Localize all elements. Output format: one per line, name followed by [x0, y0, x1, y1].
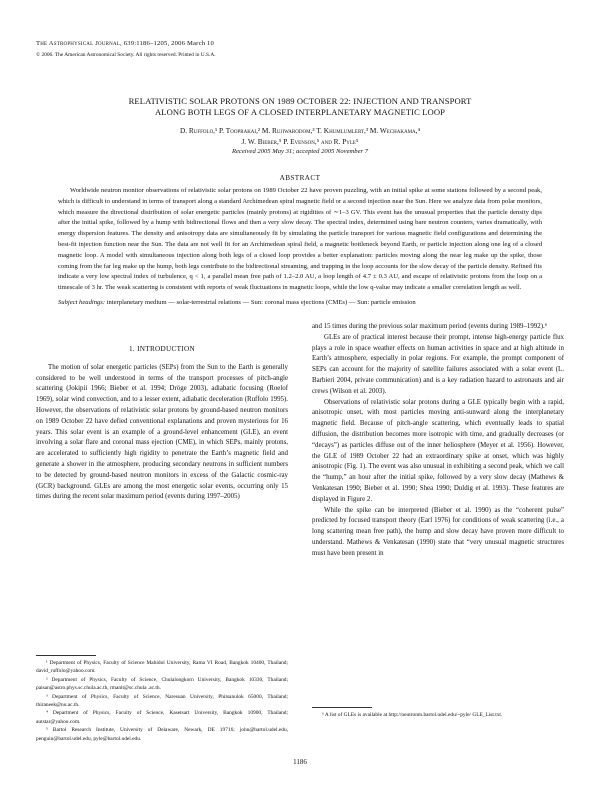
journal-citation	[36, 40, 214, 47]
footnote-rule	[36, 655, 96, 656]
author-list	[36, 125, 564, 147]
title-line-2: ALONG BOTH LEGS OF A CLOSED INTERPLANETARY MAGNETIC LOOP	[154, 107, 446, 117]
title-line-1: RELATIVISTIC SOLAR PROTONS ON 1989 OCTOBER 22: INJECTION AND TRANSPORT	[128, 96, 472, 106]
subject-headings	[58, 298, 542, 309]
footnote-5: ⁵ Bartol Research Institute, University of Delaware, Newark, DE 19716; john@bartol.udel.edu, penguin@bartol.udel.edu, pyle@bartol.udel.edu.	[36, 727, 288, 742]
gle-list-footnote	[312, 707, 564, 719]
left-column	[36, 338, 288, 503]
intro-paragraph-4: While the spike can be interpreted (Bieber et al. 1990) as the “coherent pulse” predicted by focused transport theory (Earl 1976) for conditions of weak scattering (i.e., a long scattering mean free path), the hump and slow decay have proven more difficult to understand. Mathews & Venkatesan (1990) state that “very unusual magnetic structures must have been present in	[312, 506, 564, 557]
footnote-6: ⁶ A list of GLEs is available at http://neutronm.bartol.udel.edu/~pyle/ GLE_List.txt.	[322, 712, 503, 718]
received-dates: Received 2005 May 31; accepted 2005 November 7	[231, 148, 369, 155]
intro-paragraph-1: The motion of solar energetic particles (SEPs) from the Sun to the Earth is generally considered to be well understood in terms of the transport processes of pitch-angle scattering (Jokipii 1966; Bieber et al. 1994; Dröge 2003), adiabatic focusing (Roelof 1969), solar wind convection, and to a lesser extent, adiabatic deceleration (Ruffolo 1995). However, the observations of relativistic solar protons by ground-based neutron monitors on 1989 October 22 have defied conventional explanations and proven mysterious for 16 years. This solar event is an example of a ground-level enhancement (GLE), an event involving a solar flare and coronal mass ejection (CME), in which SEPs, mainly protons, are accelerated to sufficiently high rigidity to penetrate the Earth’s magnetic field and generate a shower in the atmosphere, producing secondary neutrons in sufficient numbers to be detected by ground-based neutron monitors in excess of the Galactic cosmic-ray (GCR) background. GLEs are among the most energetic solar events, occurring only 15 times during the recent solar maximum period (events during 1997–2005)	[36, 363, 288, 501]
subject-headings-label: Subject headings:	[58, 299, 106, 306]
page-number: 1186	[293, 758, 307, 766]
footnote-4: ⁴ Department of Physics, Faculty of Science, Kasetsart University, Bangkok 10900, Thailand; autstar@yahoo.com.	[36, 710, 288, 725]
right-column	[312, 322, 564, 560]
footnote-1: ¹ Department of Physics, Faculty of Science Mahidol University, Rama VI Road, Bangkok 10400, Thailand; david_ruffolo@yahoo.com.	[36, 660, 288, 675]
journal-name: The Astrophysical Journal	[36, 40, 121, 47]
authors-line-2: J. W. Bieber,⁵ P. Evenson,⁵ and R. Pyle⁵	[241, 137, 359, 146]
copyright-notice: © 2006. The American Astronomical Society. All rights reserved. Printed in U.S.A.	[36, 52, 216, 58]
article-title	[36, 96, 564, 118]
abstract-heading: ABSTRACT	[279, 174, 321, 182]
footnote-rule	[312, 707, 372, 708]
footnote-2: ² Department of Physics, Faculty of Science, Chulalongkorn University, Bangkok 10330, Thailand; paisan@astro.phys.sc.chula.ac.th, rmanit@sc.chula .ac.th.	[36, 676, 288, 692]
journal-volume-pages: , 639:1186–1205, 2006 March 10	[120, 40, 215, 47]
intro-paragraph-3: Observations of relativistic solar protons during a GLE typically begin with a rapid, anisotropic onset, with most particles moving anti-sunward along the interplanetary magnetic field. Because of pitch-angle scattering, which eventually leads to spatial diffusion, the distribution becomes more isotropic with time, and gradually decreases (or “decays”) as particles diffuse out of the inner heliosphere (Meyer et al. 1956). However, the GLE of 1989 October 22 had an extraordinary spike at onset, which was highly anisotropic (Fig. 1). The event was also unusual in exhibiting a second peak, which we call the “hump,” an hour after the initial spike, followed by a very slow decay (Mathews & Venkatesan 1990; Bieber et al. 1990; Shea 1990; Duldig et al. 1993). These features are displayed in Figure 2.	[312, 398, 564, 503]
section-heading-introduction: 1. INTRODUCTION	[129, 345, 195, 353]
footnote-3: ³ Department of Physics, Faculty of Science, Naresuan University, Phitsanulok 65000, Thailand; thiraneek@nu.ac.th.	[36, 693, 288, 709]
abstract-text: Worldwide neutron monitor observations of relativistic solar protons on 1989 October 22 have proven puzzling, with an initial spike at some stations followed by a second peak, which is difficult to understand in terms of transport along a standard Archimedean spiral magnetic field or a second injection near the Sun. Here we analyze data from polar monitors, which measure the directional distribution of solar energetic particles (mainly protons) at rigidities of ∼1–3 GV. This event has the unusual properties that the particle density dips after the initial spike, followed by a hump with bidirectional flows and then a very slow decay. The spectral index, determined using bare neutron counters, varies dramatically, with energy dispersion features. The density and anisotropy data are simultaneously fit by simulating the particle transport for various magnetic field configurations and determining the best-fit injection function near the Sun. The data are not well fit for an Archimedean spiral field, a magnetic bottleneck beyond Earth, or particle injection along one leg of a closed magnetic loop. A model with simultaneous injection along both legs of a closed loop provides a better explanation: particles moving along the near leg make up the spike, those coming from the far leg make up the hump, both legs contribute to the bidirectional streaming, and trapping in the loop accounts for the slow decay of the particle density. Refined fits indicate a very low spectral index of turbulence, q < 1, a parallel mean free path of 1.2–2.0 AU, a loop length of 4.7 ± 0.3 AU, and escape of relativistic protons from the loop on a timescale of 3 hr. The weak scattering is consistent with reports of weak fluctuations in magnetic loops, while the low q-value may indicate a smaller correlation length as well.	[58, 187, 542, 292]
affiliation-footnotes	[36, 655, 288, 743]
subject-headings-text: interplanetary medium — solar-terrestrial relations — Sun: coronal mass ejections (CMEs) — Sun: particle emission	[105, 299, 416, 306]
intro-paragraph-2: GLEs are of practical interest because their prompt, intense high-energy particle flux plays a role in space weather effects on human activities in space and at high altitude in Earth’s atmosphere, especially in polar regions. For example, the prompt component of SEPs can account for the majority of satellite failures associated with a solar event (L. Barbieri 2004, private communication) and is a key radiation hazard to astronauts and air crews (Wilson et al. 2003).	[312, 333, 564, 395]
intro-paragraph-continued: and 15 times during the previous solar maximum period (events during 1989–1992).⁶	[312, 323, 548, 330]
authors-line-1: D. Ruffolo,¹ P. Tooprakai,² M. Rujiwarodom,³ T. Khumlumlert,³ M. Wechakama,⁴	[179, 126, 421, 135]
